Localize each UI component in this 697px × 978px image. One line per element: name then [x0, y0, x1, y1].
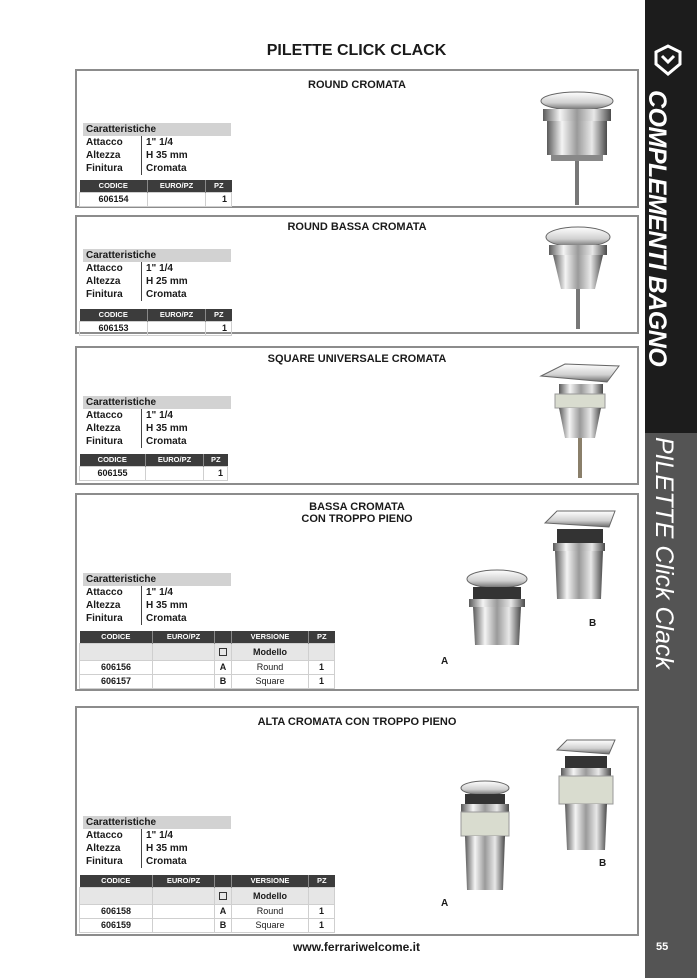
product-title: ROUND CROMATA	[308, 79, 406, 91]
product-title-line1: BASSA CROMATA	[309, 501, 405, 513]
spec-row-altezza: Altezza H 35 mm	[83, 842, 231, 855]
product-card-round-bassa	[75, 215, 639, 334]
product-image-version-a	[463, 567, 531, 653]
product-title-line2: CON TROPPO PIENO	[301, 513, 413, 525]
table-row-modello: Modello	[80, 643, 335, 660]
specs-block	[83, 573, 231, 625]
product-card-square-universale	[75, 346, 639, 485]
specs-block	[83, 396, 231, 448]
image-label-a: A	[441, 656, 449, 667]
code-table: CODICE EURO/PZ VERSIONE PZ Modello 606156 A Round 1 606157 B Square 1	[79, 631, 335, 689]
specs-block	[83, 123, 231, 175]
product-title: SQUARE UNIVERSALE CROMATA	[267, 353, 447, 365]
specs-header: Caratteristiche	[83, 573, 231, 586]
image-label-a: A	[441, 898, 449, 909]
product-title: ALTA CROMATA CON TROPPO PIENO	[257, 716, 457, 728]
spec-row-attacco: Attacco 1" 1/4	[83, 409, 231, 422]
spec-row-altezza: Altezza H 35 mm	[83, 599, 231, 612]
table-row: 606153 1	[80, 321, 232, 335]
spec-row-attacco: Attacco 1" 1/4	[83, 136, 231, 149]
checkbox-icon	[219, 892, 227, 900]
spec-row-attacco: Attacco 1" 1/4	[83, 262, 231, 275]
table-row: 606159 B Square 1	[80, 918, 335, 932]
sidebar-section-title: PILETTE Click Clack	[650, 437, 678, 669]
spec-row-attacco: Attacco 1" 1/4	[83, 829, 231, 842]
ferrari-logo-icon	[650, 42, 686, 78]
spec-row-altezza: Altezza H 35 mm	[83, 422, 231, 435]
checkbox-icon	[219, 648, 227, 656]
spec-row-finitura: Finitura Cromata	[83, 612, 231, 625]
product-card-bassa-troppo-pieno	[75, 493, 639, 691]
spec-row-altezza: Altezza H 35 mm	[83, 149, 231, 162]
table-row: 606158 A Round 1	[80, 904, 335, 918]
footer-website-link[interactable]: www.ferrariwelcome.it	[293, 940, 420, 954]
product-image-version-b	[553, 738, 619, 854]
code-table: CODICE EURO/PZ VERSIONE PZ Modello 606158 A Round 1 606159 B Square 1	[79, 875, 335, 933]
image-label-b: B	[589, 618, 597, 629]
spec-row-altezza: Altezza H 25 mm	[83, 275, 231, 288]
page-title: PILETTE CLICK CLACK	[266, 42, 447, 59]
product-image-round-bassa	[543, 223, 613, 329]
spec-row-finitura: Finitura Cromata	[83, 288, 231, 301]
table-row: 606157 B Square 1	[80, 674, 335, 688]
specs-header: Caratteristiche	[83, 249, 231, 262]
product-image-round	[535, 87, 619, 205]
specs-header: Caratteristiche	[83, 816, 231, 829]
image-label-b: B	[599, 858, 607, 869]
product-card-round-cromata	[75, 69, 639, 208]
sidebar-category-title: COMPLEMENTI BAGNO	[643, 90, 671, 367]
spec-row-finitura: Finitura Cromata	[83, 435, 231, 448]
code-table: CODICE EURO/PZ PZ 606155 1	[79, 454, 228, 481]
table-row: 606155 1	[80, 466, 228, 480]
specs-block	[83, 816, 231, 868]
spec-row-finitura: Finitura Cromata	[83, 162, 231, 175]
specs-block	[83, 249, 231, 301]
table-row: 606156 A Round 1	[80, 660, 335, 674]
spec-row-attacco: Attacco 1" 1/4	[83, 586, 231, 599]
product-title: ROUND BASSA CROMATA	[287, 221, 427, 233]
table-row: 606154 1	[80, 192, 232, 206]
table-row-modello: Modello	[80, 887, 335, 904]
product-card-alta-troppo-pieno	[75, 706, 639, 936]
spec-row-finitura: Finitura Cromata	[83, 855, 231, 868]
code-table: CODICE EURO/PZ PZ 606153 1	[79, 309, 232, 336]
code-table: CODICE EURO/PZ PZ 606154 1	[79, 180, 232, 207]
specs-header: Caratteristiche	[83, 123, 231, 136]
product-image-version-a	[455, 778, 515, 894]
product-image-square	[537, 360, 621, 478]
page-number: 55	[656, 941, 669, 953]
specs-header: Caratteristiche	[83, 396, 231, 409]
product-image-version-b	[539, 507, 619, 607]
